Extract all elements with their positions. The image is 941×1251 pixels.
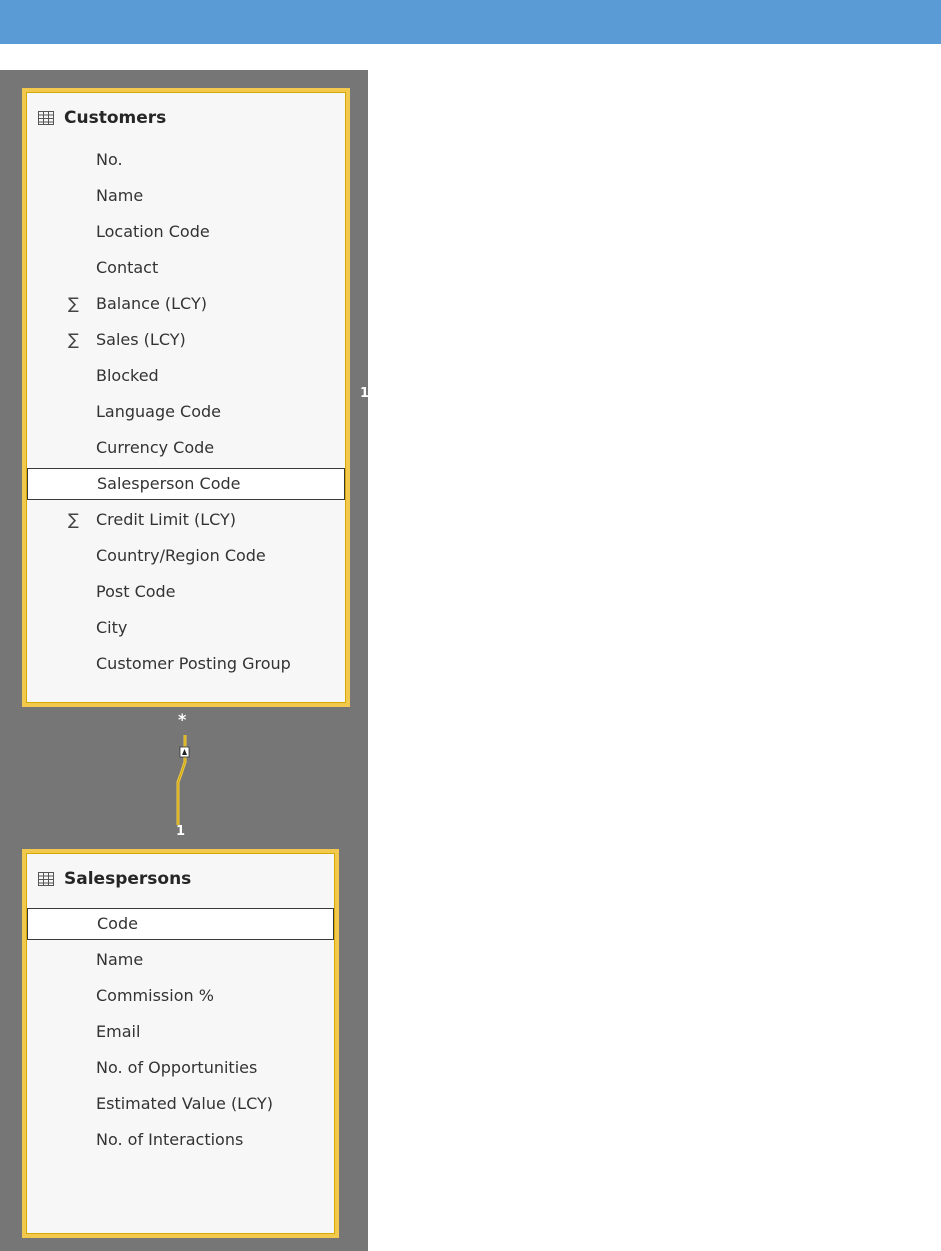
field-row[interactable] xyxy=(26,144,346,176)
field-row[interactable] xyxy=(26,432,346,464)
field-row[interactable] xyxy=(27,468,345,500)
sigma-icon: ∑ xyxy=(68,330,79,349)
relationship-line[interactable] xyxy=(170,730,200,830)
field-row[interactable] xyxy=(26,1052,335,1084)
field-row[interactable] xyxy=(26,648,346,680)
sigma-icon: ∑ xyxy=(68,294,79,313)
field-label: Code xyxy=(97,914,138,933)
table-title: Salespersons xyxy=(64,869,192,889)
table-header-customers[interactable] xyxy=(38,106,166,130)
field-row[interactable] xyxy=(26,980,335,1012)
field-label: Location Code xyxy=(96,222,210,241)
field-label: Currency Code xyxy=(96,438,215,457)
table-card-customers[interactable] xyxy=(22,88,350,707)
table-icon xyxy=(38,872,54,886)
field-row[interactable] xyxy=(27,908,334,940)
field-row[interactable] xyxy=(26,396,346,428)
field-row[interactable] xyxy=(26,576,346,608)
field-row[interactable] xyxy=(26,612,346,644)
field-row[interactable] xyxy=(26,1016,335,1048)
table-icon xyxy=(38,111,54,125)
field-row[interactable] xyxy=(26,540,346,572)
field-label: Balance (LCY) xyxy=(96,294,207,313)
field-label: Estimated Value (LCY) xyxy=(96,1094,273,1113)
field-label: Commission % xyxy=(96,986,214,1005)
field-label: Credit Limit (LCY) xyxy=(96,510,237,529)
field-label: No. of Interactions xyxy=(96,1130,244,1149)
field-row[interactable] xyxy=(26,252,346,284)
table-title: Customers xyxy=(64,108,167,128)
field-row[interactable] xyxy=(26,360,346,392)
field-label: Email xyxy=(96,1022,141,1041)
field-row[interactable] xyxy=(26,944,335,976)
field-label: City xyxy=(96,618,128,637)
field-row[interactable] xyxy=(26,180,346,212)
field-label: Name xyxy=(96,186,144,205)
field-label: Name xyxy=(96,950,144,969)
field-row[interactable] xyxy=(26,288,346,320)
field-label: Post Code xyxy=(96,582,176,601)
field-row[interactable] xyxy=(26,504,346,536)
table-card-salespersons[interactable] xyxy=(22,849,339,1238)
table-header-salespersons[interactable] xyxy=(38,867,191,891)
cardinality-one-label: 1 xyxy=(176,824,186,839)
field-label: Sales (LCY) xyxy=(96,330,186,349)
header-bar xyxy=(0,0,941,44)
field-row[interactable] xyxy=(26,324,346,356)
field-label: Contact xyxy=(96,258,159,277)
cardinality-many-label: * xyxy=(178,710,187,729)
field-label: No. xyxy=(96,150,123,169)
field-label: Language Code xyxy=(96,402,222,421)
field-label: No. of Opportunities xyxy=(96,1058,258,1077)
field-row[interactable] xyxy=(26,216,346,248)
cardinality-side-label: 1 xyxy=(360,386,370,401)
field-row[interactable] xyxy=(26,1088,335,1120)
field-label: Salesperson Code xyxy=(97,474,241,493)
sigma-icon: ∑ xyxy=(68,510,79,529)
field-label: Blocked xyxy=(96,366,159,385)
field-row[interactable] xyxy=(26,1124,335,1156)
field-label: Customer Posting Group xyxy=(96,654,291,673)
field-label: Country/Region Code xyxy=(96,546,266,565)
